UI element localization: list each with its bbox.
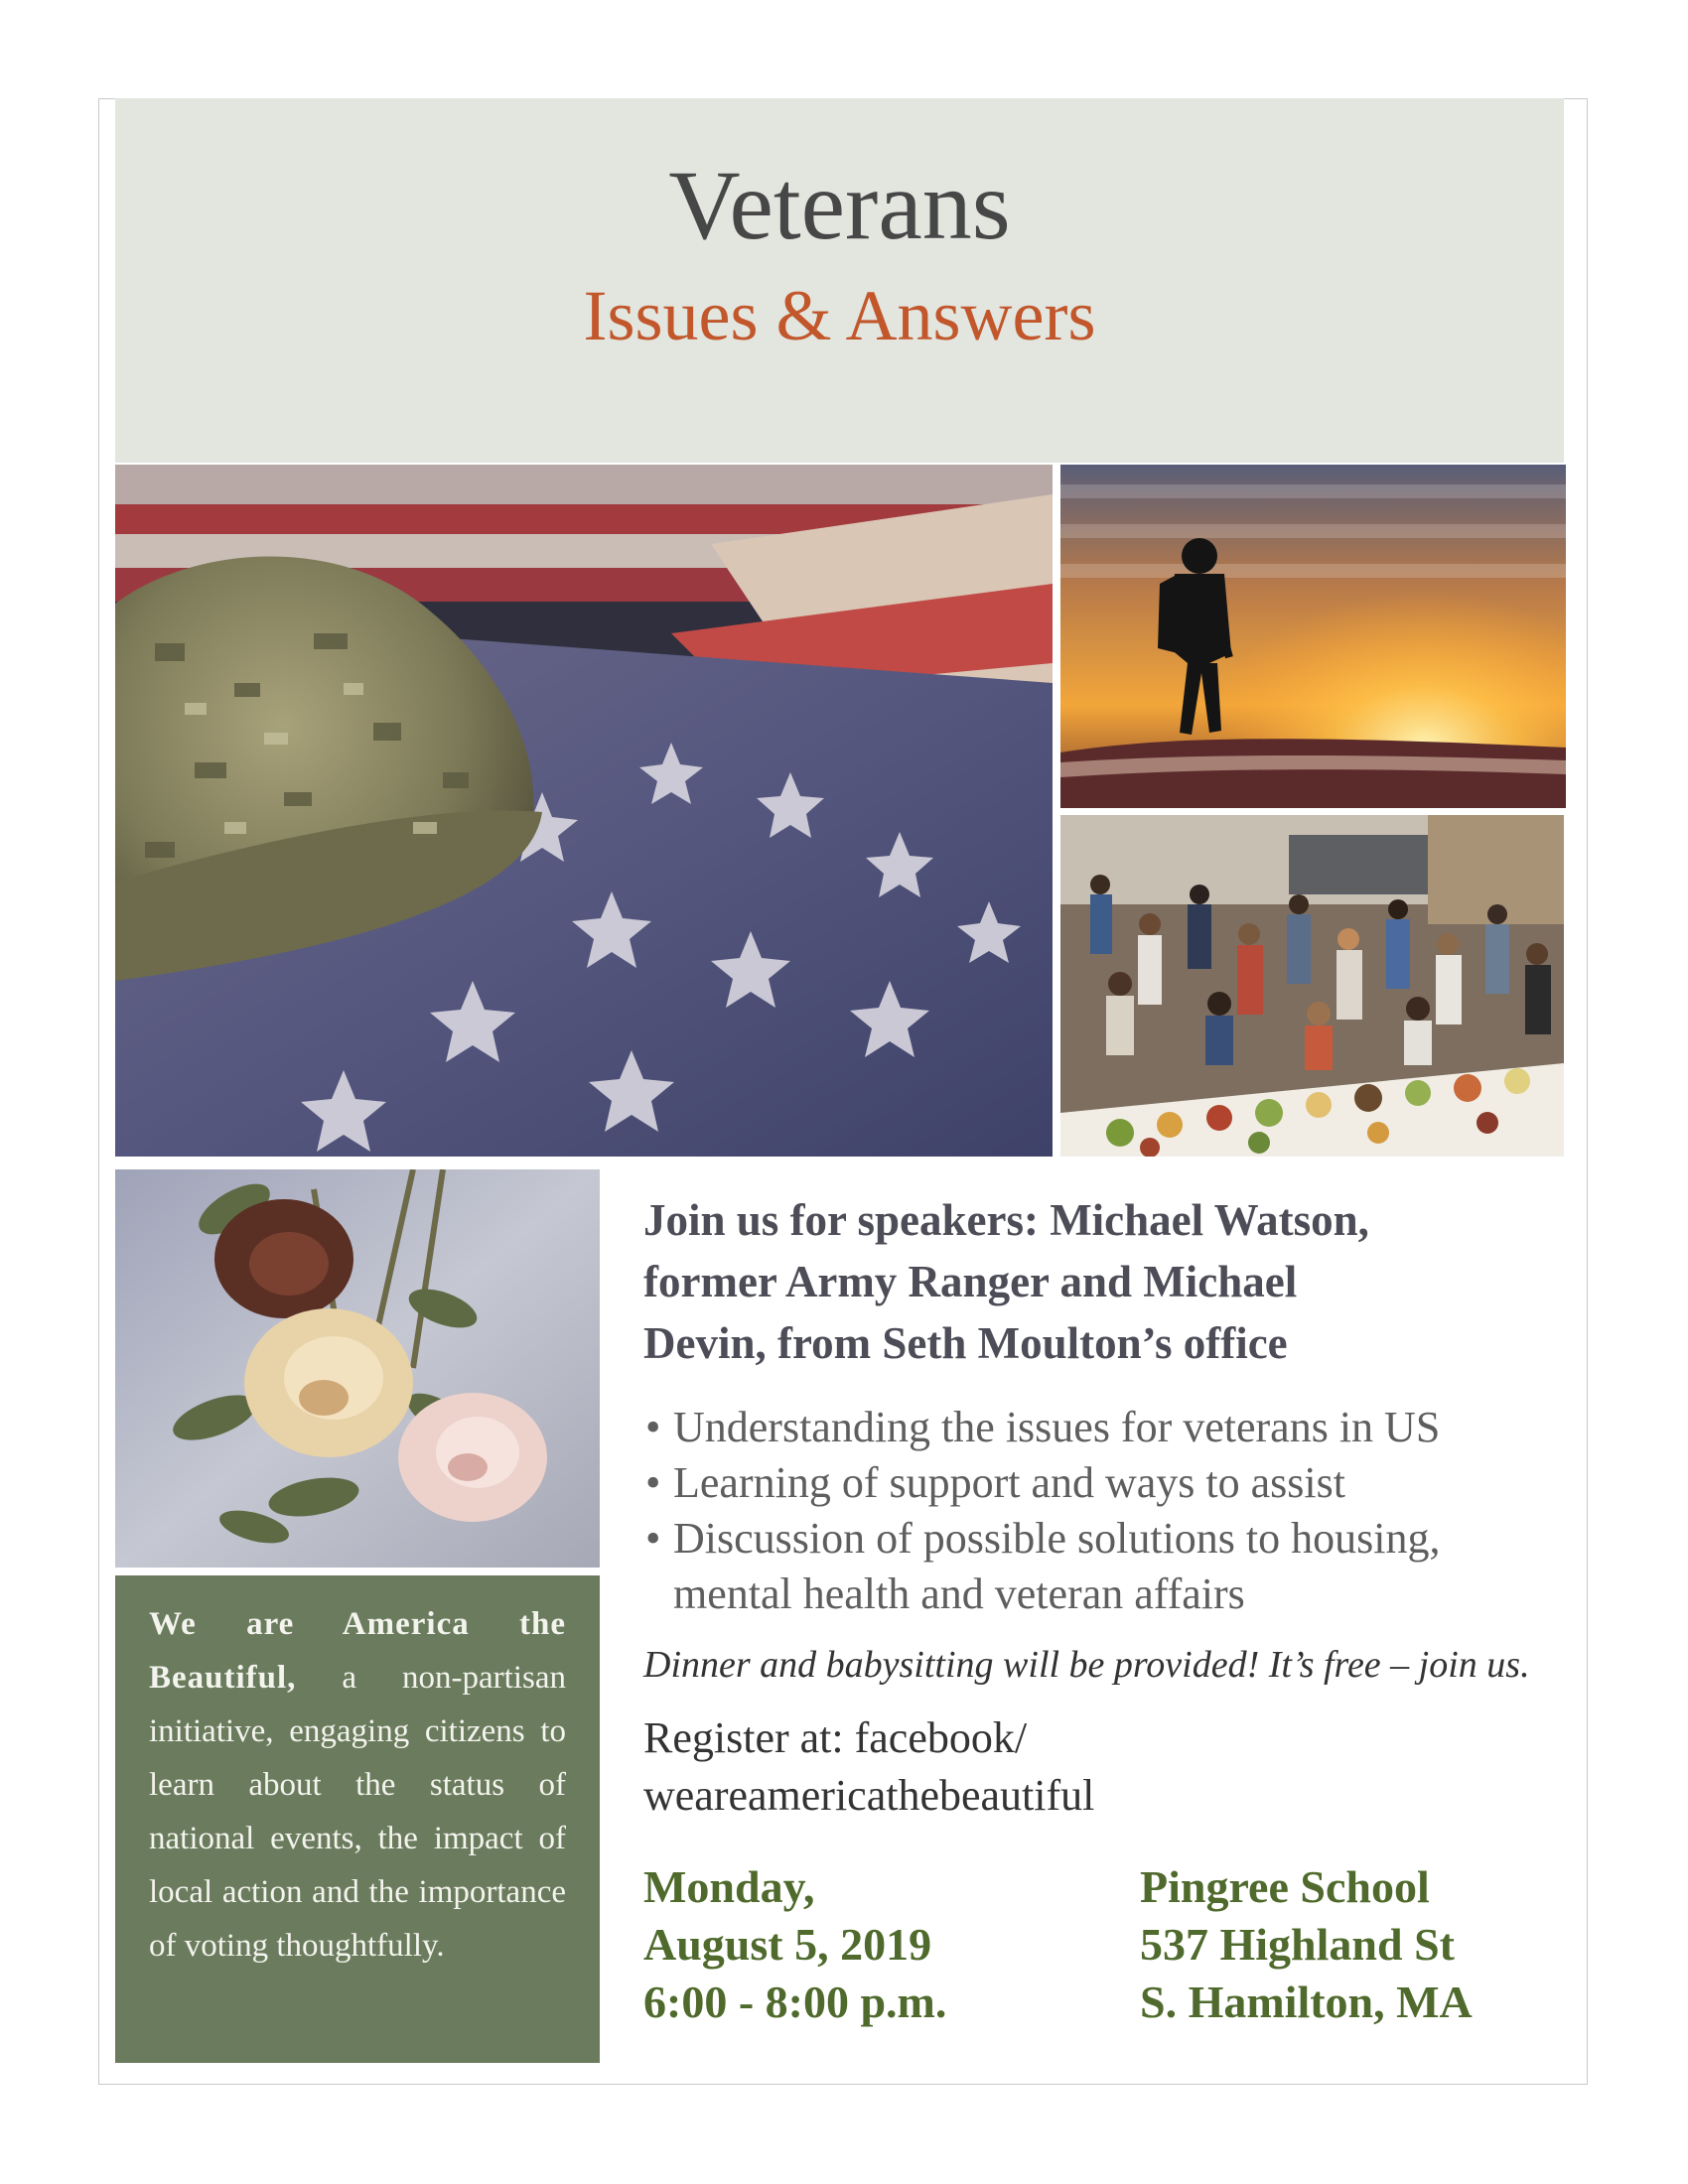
- soldier-sunset-photo: [1060, 465, 1566, 808]
- topics-list: [645, 1400, 1569, 1622]
- register-link[interactable]: weareamericathebeautiful: [643, 1771, 1095, 1820]
- about-lead: We are America the Beautiful,: [149, 1606, 566, 1696]
- topic-text: Discussion of possible solutions to housing, mental health and veteran affairs: [673, 1514, 1441, 1618]
- about-organization: [115, 1575, 600, 2063]
- venue-street: 537 Highland St: [1140, 1919, 1455, 1970]
- page-title: Veterans: [668, 150, 1011, 260]
- header-banner: [115, 98, 1564, 463]
- venue-city: S. Hamilton, MA: [1140, 1977, 1473, 2027]
- topic-text: Learning of support and ways to assist: [673, 1458, 1345, 1507]
- topic-item: [645, 1455, 1569, 1511]
- dinner-note: Dinner and babysitting will be provided! It’s free – join us.: [643, 1644, 1530, 1686]
- bullet-icon: •: [645, 1514, 661, 1563]
- roses-painting: [115, 1169, 600, 1568]
- community-dinner-photo: [1060, 815, 1564, 1157]
- about-body: a non-partisan initiative, engaging citizens to learn about the status of national events, the impact of local action and the importance of voting thoughtfully.: [149, 1660, 566, 1964]
- event-venue: [1140, 1858, 1577, 2031]
- page-subtitle: Issues & Answers: [583, 276, 1096, 355]
- topic-item: [645, 1400, 1569, 1455]
- topic-text: Understanding the issues for veterans in US: [673, 1403, 1441, 1451]
- event-datetime: [643, 1858, 1120, 2031]
- event-day: Monday,: [643, 1861, 815, 1912]
- topic-item: [645, 1511, 1569, 1622]
- event-date: August 5, 2019: [643, 1919, 932, 1970]
- flag-cap-photo: [115, 465, 1053, 1157]
- register-info: [643, 1709, 1338, 1825]
- speakers-line-1: Join us for speakers: Michael Watson,: [643, 1195, 1369, 1245]
- bullet-icon: •: [645, 1403, 661, 1451]
- venue-name: Pingree School: [1140, 1861, 1430, 1912]
- bullet-icon: •: [645, 1458, 661, 1507]
- speakers-heading: [643, 1189, 1577, 1374]
- speakers-line-2: former Army Ranger and Michael: [643, 1257, 1298, 1306]
- speakers-line-3: Devin, from Seth Moulton’s office: [643, 1318, 1288, 1368]
- register-label: Register at: facebook/: [643, 1713, 1028, 1762]
- event-time: 6:00 - 8:00 p.m.: [643, 1977, 947, 2027]
